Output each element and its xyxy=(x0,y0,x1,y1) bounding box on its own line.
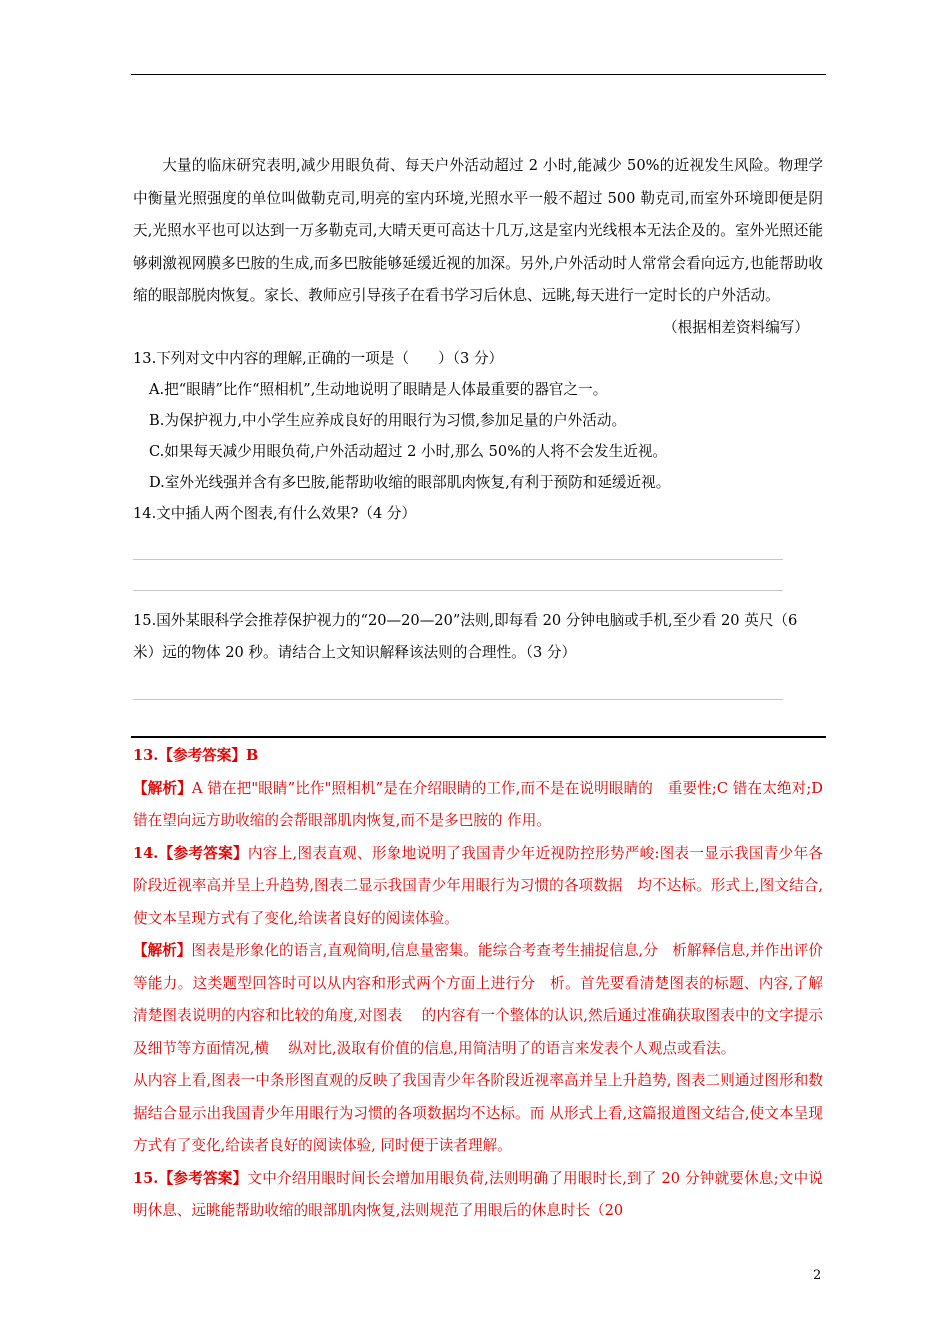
question-14-stem: 14.文中插人两个图表,有什么效果?（4 分） xyxy=(133,504,417,522)
analysis-text: 图表是形象化的语言,直观简明,信息量密集。能综合考查考生捕捉信息,分 析解释信息,并作出评价等能力。这类题型回答时可以从内容和形式两个方面上进行分 析。首先要看清楚图表的标题、内容,了解清楚图表说明的内容和比较的角度,对图表 的内容有一个整体的认识,然后通过准确获取图表中的文字提示及细节等方面情况,横 纵对比,汲取有价值的信息,用简洁明了的语言来发表个人观点或看法。 xyxy=(133,942,823,1057)
question-13-option-a: A.把“眼睛”比作“照相机”,生动地说明了眼睛是人体最重要的器官之一。 xyxy=(149,380,608,398)
question-13-stem: 13.下列对文中内容的理解,正确的一项是（ ）（3 分） xyxy=(133,349,504,367)
question-13-option-c: C.如果每天减少用眼负荷,户外活动超过 2 小时,那么 50%的人将不会发生近视。 xyxy=(149,442,668,460)
answer-15 xyxy=(133,1163,823,1228)
answer-key xyxy=(133,740,823,1228)
page-number: 2 xyxy=(813,1268,822,1283)
answer-14-analysis xyxy=(133,935,823,1065)
answer-14-text: 内容上,图表直观、形象地说明了我国青少年近视防控形势严峻:图表一显示我国青少年各阶段近视率高并呈上升趋势,图表二显示我国青少年用眼行为习惯的各项数据 均不达标。形式上,图文结合,使文本呈现方式有了变化,给读者良好的阅读体验。 xyxy=(133,844,823,927)
answer-line xyxy=(133,529,783,560)
answer-line xyxy=(133,560,783,591)
question-15-stem: 15.国外某眼科学会推荐保护视力的“20—20—20”法则,即每看 20 分钟电脑或手机,至少看 20 英尺（6 米）远的物体 20 秒。请结合上文知识解释该法则的合理性。（3 分） xyxy=(133,611,798,661)
analysis-label: 【解析】 xyxy=(133,779,192,797)
answer-14-label: 14.【参考答案】 xyxy=(133,844,248,862)
question-section xyxy=(133,150,823,700)
answer-divider xyxy=(131,736,826,738)
answer-15-label: 15.【参考答案】 xyxy=(133,1169,248,1187)
analysis-text: A 错在把"眼睛”比作"照相机”是在介绍眼睛的工作,而不是在说明眼睛的 重要性;C 错在太绝对;D 错在望向远方助收缩的会帮眼部肌肉恢复,而不是多巴胺的 作用。 xyxy=(133,779,823,829)
answer-13-analysis xyxy=(133,773,823,838)
answer-line xyxy=(133,669,783,700)
answer-13-label: 13.【参考答案】B xyxy=(133,747,259,764)
analysis-label: 【解析】 xyxy=(133,942,192,959)
answer-14 xyxy=(133,838,823,936)
question-13-option-b: B.为保护视力,中小学生应养成良好的用眼行为习惯,参加足量的户外活动。 xyxy=(149,411,627,429)
question-13-option-d: D.室外光线强并含有多巴胺,能帮助收缩的眼部肌肉恢复,有利于预防和延缓近视。 xyxy=(149,473,671,491)
answer-15-text: 文中介绍用眼时间长会增加用眼负荷,法则明确了用眼时长,到了 20 分钟就要休息;文中说明休息、远眺能帮助收缩的眼部肌肉恢复,法则规范了用眼后的休息时长（20 xyxy=(133,1169,824,1219)
passage-source: （根据相差资料编写） xyxy=(663,318,809,336)
header-rule xyxy=(131,74,826,75)
answer-14-extra: 从内容上看,图表一中条形图直观的反映了我国青少年各阶段近视率高并呈上升趋势, 图表二则通过图形和数据结合显示出我国青少年用眼行为习惯的各项数据均不达标。而 从形式上看,这篇报道图文结合,使文本呈现方式有了变化,给读者良好的阅读体验, 同时便于读者理解。 xyxy=(133,1072,823,1154)
passage-paragraph: 大量的临床研究表明,减少用眼负荷、每天户外活动超过 2 小时,能减少 50%的近视发生风险。物理学中衡量光照强度的单位叫做勒克司,明亮的室内环境,光照水平一般不超过 500 勒克司,而室外环境即便是阴天,光照水平也可以达到一万多勒克司,大晴天更可高达十几万,这是室内光线根本无法企及的。室外光照还能够刺激视网膜多巴胺的生成,而多巴胺能够延缓近视的加深。另外,户外活动时人常常会看向远方,也能帮助收缩的眼部脱肉恢复。家长、教师应引导孩子在看书学习后休息、远眺,每天进行一定时长的户外活动。 xyxy=(133,157,823,304)
